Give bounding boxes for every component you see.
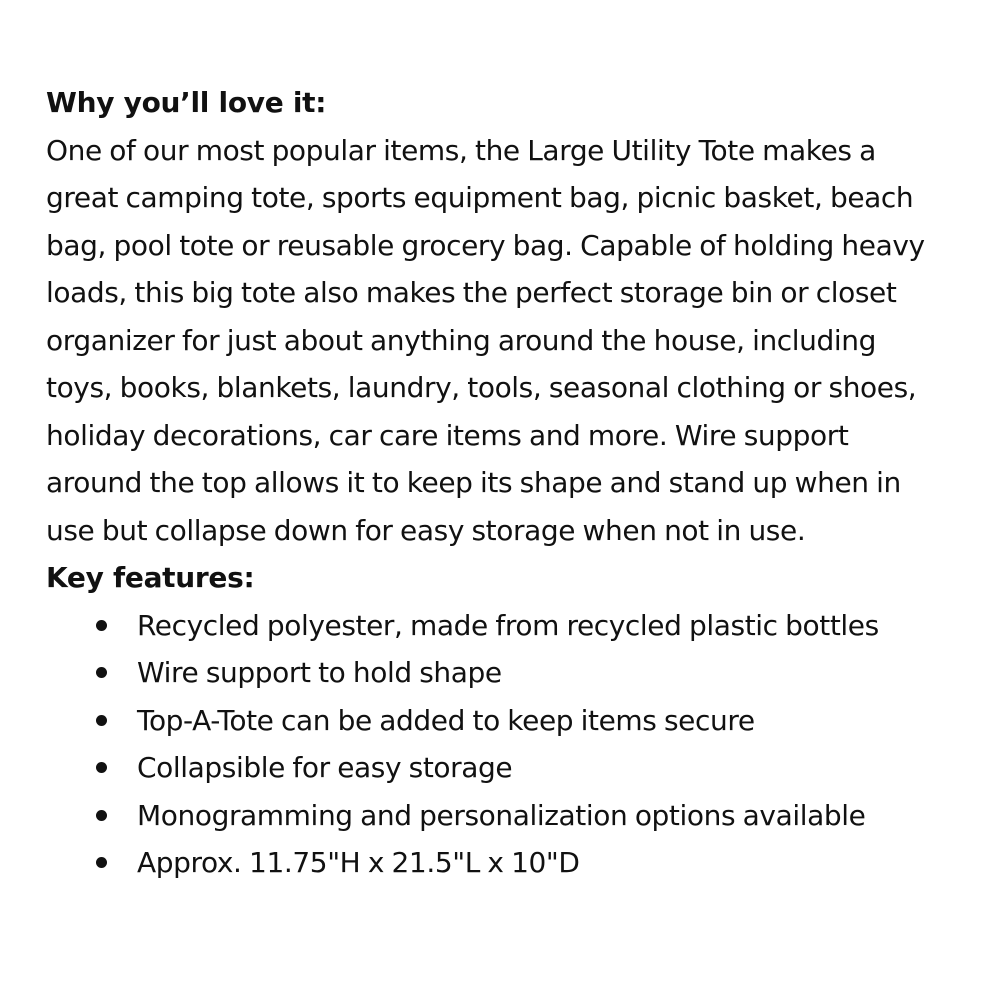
feature-text: Recycled polyester, made from recycled plastic bottles	[137, 608, 879, 642]
why-love-it-heading: Why you’ll love it:	[46, 86, 327, 119]
feature-item	[46, 649, 946, 697]
key-features-heading: Key features:	[46, 561, 255, 594]
key-features-list	[46, 602, 946, 887]
feature-item	[46, 792, 946, 840]
bullet-icon	[96, 857, 107, 868]
feature-item	[46, 602, 946, 650]
feature-text: Top-A-Tote can be added to keep items secure	[137, 703, 755, 737]
product-description	[46, 79, 946, 887]
product-description-paragraph: One of our most popular items, the Large Utility Tote makes a great camping tote, sports equipment bag, picnic basket, beach bag, pool tote or reusable grocery bag. Capable of holding heavy loads, this big tote also makes the perfect storage bin or closet organizer for just about anything around the house, including toys, books, blankets, laundry, tools, seasonal clothing or shoes, holiday decorations, car care items and more. Wire support around the top allows it to keep its shape and stand up when in use but collapse down for easy storage when not in use.	[46, 133, 925, 547]
bullet-icon	[96, 715, 107, 726]
feature-text: Monogramming and personalization options available	[137, 798, 866, 832]
feature-text: Approx. 11.75"H x 21.5"L x 10"D	[137, 846, 580, 879]
bullet-icon	[96, 667, 107, 678]
bullet-icon	[96, 810, 107, 821]
bullet-icon	[96, 620, 107, 631]
feature-text: Wire support to hold shape	[137, 656, 502, 689]
feature-item	[46, 744, 946, 792]
bullet-icon	[96, 762, 107, 773]
feature-text: Collapsible for easy storage	[137, 751, 513, 784]
feature-item	[46, 839, 946, 887]
feature-item	[46, 697, 946, 745]
